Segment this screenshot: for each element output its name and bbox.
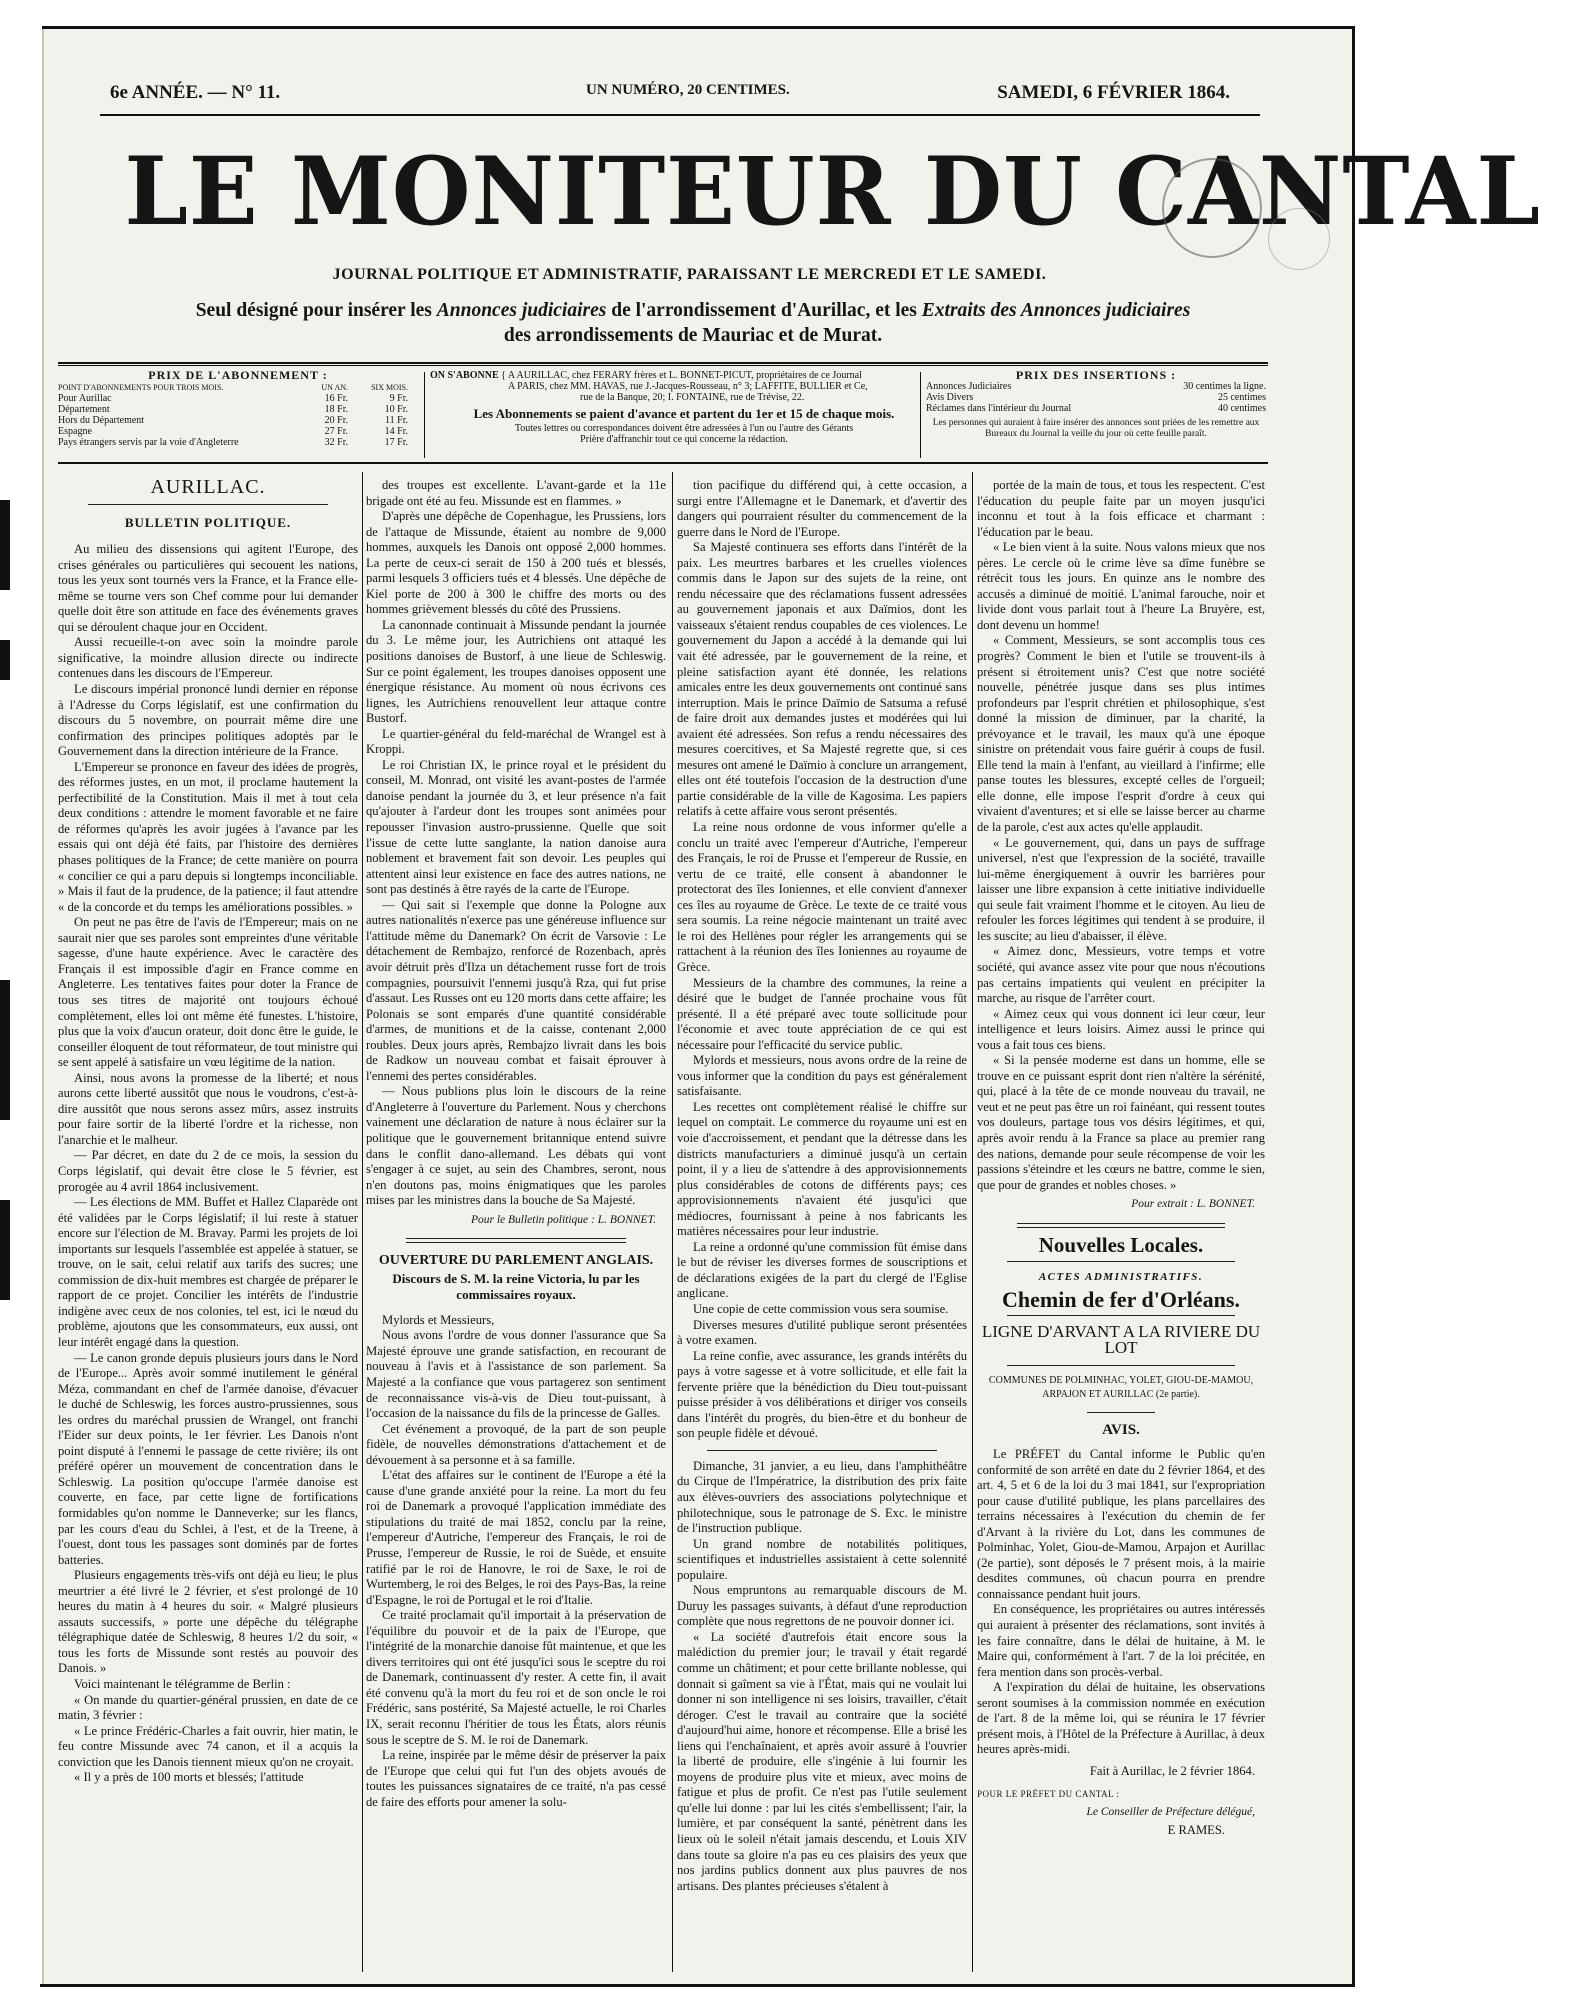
article-paragraph: Au milieu des dissensions qui agitent l'Europe, des crises générales ou particulières qui secouent les nations, tous les yeux sont tournés vers la France, et la France elle-même se tourne vers son Chef comme pour lui demander quelle doit être son attitude en face des événements graves qui se déroulent chaque jour en Occident. <box>58 542 358 634</box>
letters-note: Toutes lettres ou correspondances doivent être adressées à l'un ou l'autre des Gérants <box>514 423 854 434</box>
parliament-subtitle: Discours de S. M. la reine Victoria, lu par les commissaires royaux. <box>392 1270 640 1302</box>
address-lead: ON S'ABONNE <box>430 370 499 381</box>
subscription-label: Pays étrangers servis par la voie d'Angleterre <box>58 437 239 448</box>
article-paragraph: Le roi Christian IX, le prince royal et le président du conseil, M. Monrad, ont visité les avant-postes de l'armée danoise pendant la journée du 3, et leur présence n'a fait qu'ajouter à l'ardeur dont les troupes sont animées pour repousser l'invasion austro-prussienne. Quelle que soit l'issue de cette lutte sanglante, la nation danoise aura noblement et bravement fait son devoir. Les peuples qui attentent ainsi leur existence en face des autres nations, ne sont pas destinés à être rayés de la carte de l'Europe. <box>366 757 666 897</box>
insertion-value: 30 centimes la ligne. <box>1183 381 1266 392</box>
subscription-row <box>58 437 418 448</box>
subscription-row <box>58 426 418 437</box>
speech-paragraph: « Comment, Messieurs, se sont accomplis tous ces progrès? Comment le bien et l'utile se trouvent-ils à présent si étroitement unis? C'est que notre société nouvelle, pénétrée jusque dans ses plus intimes profondeurs par l'esprit chrétien et philosophique, s'est donné la mission de diminuer, par la charité, la prévoyance et le travail, les maux qu'à une époque sinistre on prétendait vous faire guérir à coups de fusil. Elle tend la main à l'enfant, au vieillard à l'infirme; elle panse toutes les blessures, excepté celles de l'orgueil; elle donne, elle impose l'esprit d'ordre à ceux qui vivaient d'aventures; et si elle se laisse bercer au charme de la parole, c'est aux actes qu'elle applaudit. <box>977 633 1265 835</box>
speech-paragraph: tion pacifique du différend qui, à cette occasion, a surgi entre l'Allemagne et le Danemark, et d'avertir des dangers qui pourraient résulter du commencement de la guerre dans le Nord de l'Europe. <box>677 478 967 539</box>
notice-part: des arrondissements de Mauriac et de Murat. <box>503 325 883 346</box>
article-paragraph: Plusieurs engagements très-vifs ont déjà eu lieu; le plus meurtrier a été livré le 2 février, et s'est prolongé de 10 heures du matin à 4 heures du soir. « Malgré plusieurs assauts successifs, » porte une dépêche du télégraphe télégraphique datée de Schleswig, 8 heures 1/2 du soir, « tous les forts de Missunde sont restés au pouvoir des Danois. » <box>58 1568 358 1676</box>
speech-paragraph: Diverses mesures d'utilité publique seront présentées à votre examen. <box>677 1317 967 1348</box>
speech-paragraph: Cet événement a provoqué, de la part de son peuple fidèle, de nouvelles démonstrations d'attachement et de dévouement à sa personne et à sa famille. <box>366 1421 666 1467</box>
address-line: ON S'ABONNE { A AURILLAC, chez FERARY frères et L. BONNET-PICUT, propriétaires de ce Journal <box>430 370 862 381</box>
article-paragraph: Voici maintenant le télégramme de Berlin : <box>74 1677 291 1692</box>
speech-paragraph: Les recettes ont complètement réalisé le chiffre sur lequel on comptait. Le commerce du royaume uni est en voie d'accroissement, et pendant que la détresse dans les districts manufacturiers a diminué jusqu'à un certain point, il y a lieu de s'attendre à des approvisionnements plus considérables de cotons de différents pays; ces approvisionnements n'avaient été jusqu'ici que médiocres, fournissant à peine à nos fabricants les matières nécessaires pour leur industrie. <box>677 1099 967 1239</box>
speech-paragraph: Sa Majesté continuera ses efforts dans l'intérêt de la paix. Les meurtres barbares et les cruelles violences commis dans le Japon sur des sujets de la reine, ont rendu nécessaire que des réclamations fussent adressées au gouvernement japonais et aux Daïmios, dont les vaisseaux s'étaient rendus coupables de ces violences. Le gouvernement du Japon a accédé à la demande qui lui vait été adressée, par le gouvernement de la reine, et pleine satisfaction ayant été donnée, les relations amicales entre les deux gouvernements ont continué sans interruption. Mais le prince Daïmio de Satsuma a refusé de faire droit aux demandes justes et modérées qui lui avaient été adressées. Son refus a rendu nécessaires des mesures coercitives, et Sa Majesté regrette que, si ces mesures ont amené le Daïmio à conclure un arrangement, elles ont été toutefois l'occasion de la destruction d'une partie considérable de la ville de Kagosima. Les papiers relatifs à cette affaire vous seront présentés. <box>677 540 967 819</box>
insertion-value: 25 centimes <box>1217 392 1266 403</box>
address-paris-2: rue de la Banque, 20; I. FONTAINE, rue de Trévise, 22. <box>580 392 805 403</box>
bulletin-title: BULLETIN POLITIQUE. <box>124 514 292 530</box>
insertion-label: Réclames dans l'intérieur du Journal <box>926 403 1072 414</box>
railway-title: Chemin de fer d'Orléans. <box>1002 1286 1240 1312</box>
insertion-label: Avis Divers <box>926 392 974 403</box>
separator <box>1087 1412 1155 1413</box>
library-stamp <box>1162 158 1262 258</box>
edition-label: 6e ANNÉE. — N° 11. <box>110 82 281 103</box>
subscription-label: Pour Aurillac <box>58 393 112 404</box>
subscription-row <box>58 393 418 404</box>
col-year: UN AN. <box>321 383 348 392</box>
subscription-year: 18 Fr. <box>324 404 348 415</box>
prices-divider <box>424 372 425 458</box>
admin-acts-title: ACTES ADMINISTRATIFS. <box>1038 1271 1204 1284</box>
speech-paragraph: La reine nous ordonne de vous informer qu'elle a conclu un traité avec l'empereur d'Autriche, l'empereur des Français, le roi de Prusse et l'empereur de Russie, en vertu de ce traité, elle consent à abandonner le protectorat des îles Ioniennes, et elle convient d'annexer ces îles au royaume de Grèce. Le texte de ce traité vous sera soumis. La reine négocie maintenant un traité avec le roi des Hellènes pour régler les arrangements qui se rattachent à la réunion des îles Ioniennes au royaume de Grèce. <box>677 820 967 974</box>
notice-body <box>977 1447 1265 1758</box>
address-line <box>430 392 938 403</box>
speech-paragraph: La reine, inspirée par le même désir de préserver la paix de l'Europe que celui qui fut l'un des objets avoués de toutes les puissances signataires de ce traité, n'a pas cessé de faire des efforts pour amener la solu- <box>366 1748 666 1809</box>
bulletin-signature: Pour le Bulletin politique : L. BONNET. <box>470 1213 656 1226</box>
subscription-rows <box>58 393 418 448</box>
insertion-row <box>926 403 1266 414</box>
top-rule <box>100 114 1260 116</box>
left-edge-strip <box>0 120 40 1840</box>
local-news-title: Nouvelles Locales. <box>1038 1232 1204 1257</box>
speech-paragraph: Ce traité proclamait qu'il importait à la préservation de l'équilibre du pouvoir et de la paix de l'Europe, que l'intégrité de la monarchie danoise fût maintenue, et que les divers territoires qui ont été jusqu'ici sous le sceptre du roi de Danemark, continuassent d'y rester. A cette fin, il avait été convenu qu'à la mort du feu roi et de son oncle le roi Frédéric, sans postérité, Sa Majesté actuelle, le roi Charles IX, serait reconnu l'héritier de tous les États, alors réunis sous le sceptre de S. M. le roi de Danemark. <box>366 1608 666 1747</box>
speech-paragraph: « Le bien vient à la suite. Nous valons mieux que nos pères. Le cercle où le crime lève sa dîme funèbre se rétrécit tous les jours. En quinze ans le nombre des accusés a diminué de moitié. L'animal farouche, noir et livide dont vous parlait tout à l'heure La Bruyère, est, dont devenu un homme! <box>977 540 1265 632</box>
notice-emphasis: Extraits des Annonces judiciaires <box>921 300 1191 321</box>
speech-paragraph: portée de la main de tous, et tous les respectent. C'est l'éducation du peuple faite par un moyen jusqu'ici inconnu et tout à la fois efficace et charmant : l'éducation par le beau. <box>977 478 1265 539</box>
column-3 <box>677 478 967 1978</box>
insertion-note: Les personnes qui auraient à faire insérer des annonces sont priées de les remettre aux Bureaux du Journal la veille du jour où cette feuille paraît. <box>932 418 1260 439</box>
article-paragraph: des troupes est excellente. L'avant-garde et la 11e brigade ont été au feu. Missunde est en flammes. » <box>366 478 666 508</box>
top-border <box>42 26 1352 29</box>
subscription-year: 20 Fr. <box>324 415 348 426</box>
masthead <box>95 128 1541 256</box>
subscription-six: 14 Fr. <box>384 426 408 437</box>
subscription-prices <box>58 370 418 458</box>
extract-signature: Pour extrait : L. BONNET. <box>1131 1198 1255 1211</box>
speech-paragraph: « Aimez donc, Messieurs, votre temps et votre société, qui avance assez vite pour que nous n'écoutions pas certains impatients qui veulent en précipiter la marche, au risque de l'arrêter court. <box>977 944 1265 1006</box>
speech-paragraph: « Le gouvernement, qui, dans un pays de suffrage universel, n'est que l'expression de la société, travaille lui-même énergiquement à ouvrir les barrières pour laisser une libre expansion à cette initiative individuelle qui seule fait vraiment l'homme et le citoyen. Au lieu de refouler les forces légitimes qui tendent à se produire, il les suscite; au lieu d'abaisser, il élève. <box>977 835 1265 943</box>
article-paragraph: — Les élections de MM. Buffet et Hallez Claparède ont été validées par le Corps législatif; il lui reste à statuer encore sur l'élection de M. Bravay. Parmi les projets de loi importants sur lesquels l'assemblée est appelée à statuer, se trouve, on le sait, celui relatif aux tarifs des sucres; une commission de dix-huit membres est chargée de préparer le rapport de ce projet. Concilier les intérêts de l'industrie indigène avec ceux de nos colonies, tel est, ici le nœud du problème, ajoutons que les consommateurs, eux aussi, ont leur intérêt engagé dans la question. <box>58 1195 358 1349</box>
signatory-name: E RAMES. <box>1167 1822 1225 1837</box>
subscription-label: Espagne <box>58 426 92 437</box>
separator <box>1007 1315 1235 1316</box>
prices-top-rule-thin <box>58 365 1268 366</box>
notice-title: AVIS. <box>1102 1422 1140 1439</box>
speech-paragraph: « Aimez ceux qui vous donnent ici leur cœur, leur intelligence et leurs loisirs. Aimez aussi le prince qui vous a fait tous ces biens. <box>977 1006 1265 1052</box>
article-paragraph: « Il y a près de 100 morts et blessés; l'attitude <box>74 1770 304 1785</box>
subscription-year: 32 Fr. <box>324 437 348 448</box>
address-line <box>430 381 938 392</box>
delegate-title: Le Conseiller de Préfecture délégué, <box>1086 1806 1255 1819</box>
issue-price: UN NUMÉRO, 20 CENTIMES. <box>586 82 790 98</box>
col-six-months: SIX MOIS. <box>371 383 408 392</box>
separator <box>1007 1261 1235 1262</box>
article-paragraph: D'après une dépêche de Copenhague, les Prussiens, lors de l'attaque de Missunde, étaient au nombre de 9,000 hommes, auxquels les Danois ont opposé 2,000 hommes. La perte de ceux-ci serait de 150 à 200 tués et blessés, parmi lesquels 3 officiers tués et 4 blessés. Une dépêche de Kiel porte de 200 à 300 le chiffre des morts ou des hommes grièvement blessés du côté des Prussiens. <box>366 509 666 617</box>
speech-continued <box>677 478 967 1442</box>
notice-paragraph: Le PRÉFET du Cantal informe le Public qu'en conformité de son arrêté en date du 2 février 1864, et des art. 4, 5 et 6 de la loi du 3 mai 1841, sur l'expropriation pour cause d'utilité publique, les plans parcellaires des terrains nécessaires à l'exécution du chemin de fer d'Arvant à la rivière du Lot, dans les communes de Polminhac, Yolet, Giou-de-Mamou, Arpajon et Aurillac (2e partie), sont déposés le 7 présent mois, à la mairie desdites communes, où chacun pourra en prendre connaissance pendant huit jours. <box>977 1446 1265 1601</box>
article-paragraph: L'Empereur se prononce en faveur des idées de progrès, des réformes justes, en un mot, il proclame hautement la perfectibilité de la Constitution. Mais il met à tout cela deux conditions : attendre le moment favorable et ne faire de réformes qu'après les avoir jugées à l'avance par les essais qui ont déjà été faits, par l'histoire des dernières phases politiques de la France; de cette manière on pourra « concilier ce qui a paru depuis si longtemps inconciliable. » Mais il faut de la prudence, de la patience; il faut attendre « de la concorde et du temps les améliorations possibles. » <box>58 759 358 914</box>
article-paragraph: — Qui sait si l'exemple que donne la Pologne aux autres nationalités n'exerce pas une généreuse influence sur l'attitude même du Danemark? On écrit de Varsovie : Le détachement de Rembajzo, renforcé de Rozenbach, après avoir détruit près d'Ilza un détachement russe fort de trois compagnies, poursuivit l'ennemi jusqu'à Rza, qui fut prise d'assaut. Les Russes ont eu 120 morts dans cette affaire; les Polonais se sont emparés d'une quantité considérable d'armes, de munitions et de la caisse, contenant 2,000 roubles. Deux jours après, Rembajzo livrait dans les bois de Radkow un nouveau combat et faisait éprouver à l'ennemi des pertes considérables. <box>366 897 666 1083</box>
prize-distribution <box>677 1459 967 1894</box>
insertion-prices <box>926 370 1266 458</box>
speech-paragraph: « Si la pensée moderne est dans un homme, elle se trouve en ce puissant esprit dont rien n'altère la sérénité, qui, placé à la tête de ce monde nouveau du travail, ne veut et ne peut pas être un roi fainéant, qui ressent toutes vos douleurs, partage tous vos désirs légitimes, et qui, après avoir rendu à la France sa place au premier rang des nations, demande pour seule récompense de voir les passions s'éteindre et les cœurs ne battre, comme le sien, que pour de grandes et nobles choses. » <box>977 1053 1265 1192</box>
subscription-year: 16 Fr. <box>324 393 348 404</box>
insertion-value: 40 centimes <box>1217 403 1266 414</box>
article-paragraph: Un grand nombre de notabilités politiques, scientifiques et industrielles assistaient à cette solennité populaire. <box>677 1536 967 1582</box>
article-paragraph: Le quartier-général du feld-maréchal de Wrangel est à Kroppi. <box>366 726 666 757</box>
speech-paragraph: L'état des affaires sur le continent de l'Europe a été la cause d'une grande anxiété pour la reine. La mort du feu roi de Danemark a provoqué l'application immédiate des stipulations du traité de mai 1852, conclu par la reine, l'empereur d'Autriche, l'empereur des Français, le roi de Prusse, l'empereur de Russie, le roi de Suède, et ensuite ratifié par le roi de Hanovre, le roi de Saxe, le roi de Wurtemberg, le roi des Belges, le roi des Pays-Bas, la reine d'Espagne, le roi de Portugal et le roi d'Italie. <box>366 1468 666 1607</box>
col-label: POINT D'ABONNEMENTS POUR TROIS MOIS. <box>58 383 224 392</box>
article-paragraph: On peut ne pas être de l'avis de l'Empereur; mais on ne saurait nier que ses paroles sont empreintes d'une véritable sagesse, d'une haute expérience. Avec le caractère des Français il est impossible d'agir en France comme en Angleterre. Les tentatives faites pour doter la France de tous ses titres de majorité ont toujours échoué complètement, elles loi ont même été funestes. L'histoire, plus que la voix d'aucun orateur, doit donc être le guide, le conseiller éloquent de tout réformateur, de tout ministre qui se sent appelé à satisfaire un vœu légitime de la nation. <box>58 915 358 1070</box>
address-paris: A PARIS, chez MM. HAVAS, rue J.-Jacques-Rousseau, n° 3; LAFFITE, BULLIER et Ce, <box>508 381 868 392</box>
speech-paragraph: Une copie de cette commission vous sera soumise. <box>693 1301 949 1316</box>
official-notice <box>58 298 1328 348</box>
speech-end <box>977 478 1265 1193</box>
article-paragraph: « On mande du quartier-général prussien, en date de ce matin, 3 février : <box>58 1692 358 1723</box>
column-rule <box>972 472 973 1972</box>
notice-paragraph: En conséquence, les propriétaires ou autres intéressés qui auraient à présenter des réclamations, sont invités à les faire connaître, dans le délai de huitaine, à M. le Maire qui, conformément à l'art. 7 de la loi précitée, en fera mention dans son procès-verbal. <box>977 1602 1265 1679</box>
speech-paragraph: Mylords et Messieurs, <box>382 1312 495 1327</box>
article-paragraph: « Le prince Frédéric-Charles a fait ouvrir, hier matin, le feu contre Missunde avec 74 canon, et il a acquis la conviction que les Danois tiennent mieux qu'on ne croyait. <box>58 1723 358 1769</box>
subscription-addresses <box>430 370 938 458</box>
subscription-six: 9 Fr. <box>389 393 408 404</box>
article-paragraph: « La société d'autrefois était encore sous la malédiction du premier jour; le travail y était regardé comme un châtiment; et pour cette brillante noblesse, qui donnait si gaîment sa vie à l'État, mais qui ne voulait lui donner ni son intelligence ni ses loisirs, travailler, c'était déroger. C'est le travail au contraire que la société d'aujourd'hui aime, honore et récompense. Elle a brisé les liens qui l'enchaînaient, et après avoir assuré à l'ouvrier la liberté de produire, elle s'ingénie à lui fournir les moyens de produire plus vite et mieux, avec moins de fatigue et plus de profit. Ce n'est pas l'utile seulement qu'elle lui donne : par lui les cités s'embellissent; l'air, la lumière, et par conséquent la santé, pénètrent dans les lieux où le soleil n'était jamais descendu, et Louis XIV dans toute sa gloire n'a pas eu ces plaisirs des yeux que nos jardins publics donnent aux plus pauvres de nos artisans. Des plantes précieuses s'étalent à <box>677 1629 967 1893</box>
prices-top-rule <box>58 362 1268 364</box>
subscription-label: Département <box>58 404 110 415</box>
notice-part: de l'arrondissement d'Aurillac, et les <box>611 300 917 321</box>
bulletin-body <box>58 542 358 1786</box>
postage-note: Prière d'affranchir tout ce qui concerne la rédaction. <box>580 434 788 445</box>
notice-date: Fait à Aurillac, le 2 février 1864. <box>1089 1763 1255 1778</box>
columns-top-rule <box>58 462 1268 464</box>
insertion-row <box>926 381 1266 392</box>
payment-terms: Les Abonnements se paient d'avance et partent du 1er et 15 de chaque mois. <box>473 406 895 421</box>
subscription-six: 11 Fr. <box>385 415 408 426</box>
column-4 <box>977 478 1265 1978</box>
article-paragraph: La canonnade continuait à Missunde pendant la journée du 3. Le même jour, les Autrichiens ont attaqué les positions danoises de Bustorf, à une lieue de Schleswig. Sur ce point également, les troupes danoises opposent une énergique résistance. Au moment où nous écrivons ces lignes, les Autrichiens renouvellent leur attaque contre Bustorf. <box>366 617 666 726</box>
subscription-header-row <box>58 382 418 393</box>
article-paragraph: — Nous publions plus loin le discours de la reine d'Angleterre à l'ouverture du Parlement. Nous y cherchons vainement une déclaration de nature à nous éclairer sur la politique que le gouvernement britannique entend suivre dans le conflit dano-allemand. Les débats qui vont s'engager à ce sujet, au sein des Chambres, seront, nous n'en doutons pas, moins énigmatiques que les paroles mises par les ministres dans la bouche de Sa Majesté. <box>366 1084 666 1208</box>
notice-part: Seul désigné pour insérer les <box>195 300 432 321</box>
subscription-title: PRIX DE L'ABONNEMENT : <box>148 368 328 382</box>
separator <box>1017 1223 1225 1228</box>
column-1 <box>58 478 358 1978</box>
notice-paragraph: A l'expiration du délai de huitaine, les observations seront soumises à la commission nommée en exécution de l'art. 8 de la même loi, qui se réunira le 17 février présent mois, à l'Hôtel de la Préfecture à Aurillac, à deux heures après-midi. <box>977 1680 1265 1757</box>
column-rule <box>362 472 363 1972</box>
article-paragraph: Dimanche, 31 janvier, a eu lieu, dans l'amphithéâtre du Cirque de l'Impératrice, la distribution des prix faite aux élèves-ouvriers des associations polytechnique et philotechnique, sous le patronage de S. Exc. le ministre de l'instruction publique. <box>677 1458 967 1536</box>
parliament-title: OUVERTURE DU PARLEMENT ANGLAIS. <box>378 1253 654 1269</box>
parliament-body <box>366 1313 666 1811</box>
column-rule <box>672 472 673 1972</box>
bottom-border <box>40 1984 1354 1987</box>
insertion-label: Annonces Judiciaires <box>926 381 1012 392</box>
notice-emphasis: Annonces judiciaires <box>436 300 607 321</box>
subtitle: JOURNAL POLITIQUE ET ADMINISTRATIF, PARAISSANT LE MERCREDI ET LE SAMEDI. <box>332 266 1047 283</box>
subscription-row <box>58 404 418 415</box>
section-title-aurillac: AURILLAC. <box>150 476 266 498</box>
separator <box>1007 1365 1235 1366</box>
address-aurillac: A AURILLAC, chez FERARY frères et L. BONNET-PICUT, propriétaires de ce Journal <box>507 370 862 381</box>
top-info-row <box>110 82 1230 108</box>
article-paragraph: Ainsi, nous avons la promesse de la liberté; et nous aurons cette liberté aussitôt que nous le voudrons, c'est-à-dire aussitôt que nous serons assez mûrs, assez instruits pour faire sortir de la liberté l'ordre et la richesse, non l'anarchie et le malheur. <box>58 1070 358 1147</box>
article-paragraph: Nous empruntons au remarquable discours de M. Duruy les passages suivants, à défaut d'une reproduction complète que nous regrettons de ne pouvoir donner ici. <box>677 1583 967 1629</box>
article-paragraph: Le discours impérial prononcé lundi dernier en réponse à l'Adresse du Corps législatif, est une confirmation du discours du 5 novembre, on pourrait même dire une confirmation des principes politiques adoptés par le Gouvernement dans la direction intérieure de la France. <box>58 682 358 759</box>
subscription-label: Hors du Département <box>58 415 145 426</box>
article-paragraph: — Par décret, en date du 2 de ce mois, la session du Corps législatif, qui devait être close le 5 février, est prorogée au 4 avril 1864 inclusivement. <box>58 1148 358 1194</box>
subscription-six: 17 Fr. <box>384 437 408 448</box>
subscription-row <box>58 415 418 426</box>
article-paragraph: — Le canon gronde depuis plusieurs jours dans le Nord de l'Europe... Après avoir sommé inutilement le général Méza, commandant en chef de l'armée danoise, d'évacuer le duché de Schleswig, les forces austro-prussiennes, sous les ordres du maréchal prussien de Wrangel, ont franchi l'Eider sur deux points, le 1er février. Les Danois n'ont point disputé à l'ennemi le passage de cette rivière; ils ont préféré opérer un mouvement de concentration dans le Schleswig. La position qu'occupe l'armée danoise est couverte, en face, par cette ligne de fortifications formidables qu'on nomme le Danneverke; sur les flancs, par les cours d'eau du Schlei, à l'est, et de la Treene, à l'ouest, dont tous les passages sont dominés par de fortes batteries. <box>58 1350 358 1567</box>
library-stamp-small <box>1268 208 1330 270</box>
insertions-title: PRIX DES INSERTIONS : <box>1015 368 1177 382</box>
column-2 <box>366 478 666 1978</box>
separator <box>406 1238 626 1243</box>
speech-paragraph: La reine a ordonné qu'une commission fût émise dans le but de réviser les diverses formes de souscriptions et de déclarations exigées de la part du clergé de l'Eglise anglicane. <box>677 1239 967 1301</box>
railway-line: LIGNE D'ARVANT A LA RIVIERE DU LOT <box>981 1322 1261 1357</box>
right-border <box>1352 26 1355 1987</box>
issue-date: SAMEDI, 6 FÉVRIER 1864. <box>997 82 1230 103</box>
for-prefect: POUR LE PRÉFET DU CANTAL : <box>977 1789 1120 1800</box>
insertion-rows <box>926 381 1266 414</box>
subscription-six: 10 Fr. <box>384 404 408 415</box>
bulletin-continued <box>366 478 666 1209</box>
speech-paragraph: Nous avons l'ordre de vous donner l'assurance que Sa Majesté éprouve une grande satisfaction, en recourant de nouveau à l'avis et à l'assistance de son parlement. Sa Majesté a la confiance que vous partagerez son sentiment de reconnaissance vis-à-vis de Dieu tout-puissant, à l'occasion de la naissance du fils de la princesse de Galles. <box>366 1328 666 1421</box>
speech-paragraph: Mylords et messieurs, nous avons ordre de la reine de vous informer que la condition du pays est généralement satisfaisante. <box>677 1053 967 1099</box>
speech-paragraph: La reine confie, avec assurance, les grands intérêts du pays à votre sagesse et à votre sollicitude, et elle fait la fervente prière que la bénédiction du Dieu tout-puissant puisse présider à vos délibérations et diriger vos conseils dans l'intérêt du progrès, du bien-être et du bonheur de son peuple fidèle et dévoué. <box>677 1348 967 1441</box>
masthead-title: LE MONITEUR DU CANTAL <box>124 137 1541 247</box>
separator <box>88 504 328 505</box>
communes-list: COMMUNES DE POLMINHAC, YOLET, GIOU-DE-MAMOU, ARPAJON ET AURILLAC (2e partie). <box>988 1375 1254 1401</box>
separator <box>707 1450 937 1451</box>
insertion-row <box>926 392 1266 403</box>
article-paragraph: Aussi recueille-t-on avec soin la moindre parole significative, la moindre allusion directe ou indirecte contenues dans les discours de l'Empereur. <box>58 635 358 681</box>
speech-paragraph: Messieurs de la chambre des communes, la reine a désiré que le budget de l'année prochaine vous fût présenté. Il a été préparé avec toute sollicitude pour l'économie et avec toute appréciation de ce qui est nécessaire pour l'efficacité du service public. <box>677 975 967 1052</box>
prices-divider <box>920 372 921 458</box>
subscription-year: 27 Fr. <box>324 426 348 437</box>
